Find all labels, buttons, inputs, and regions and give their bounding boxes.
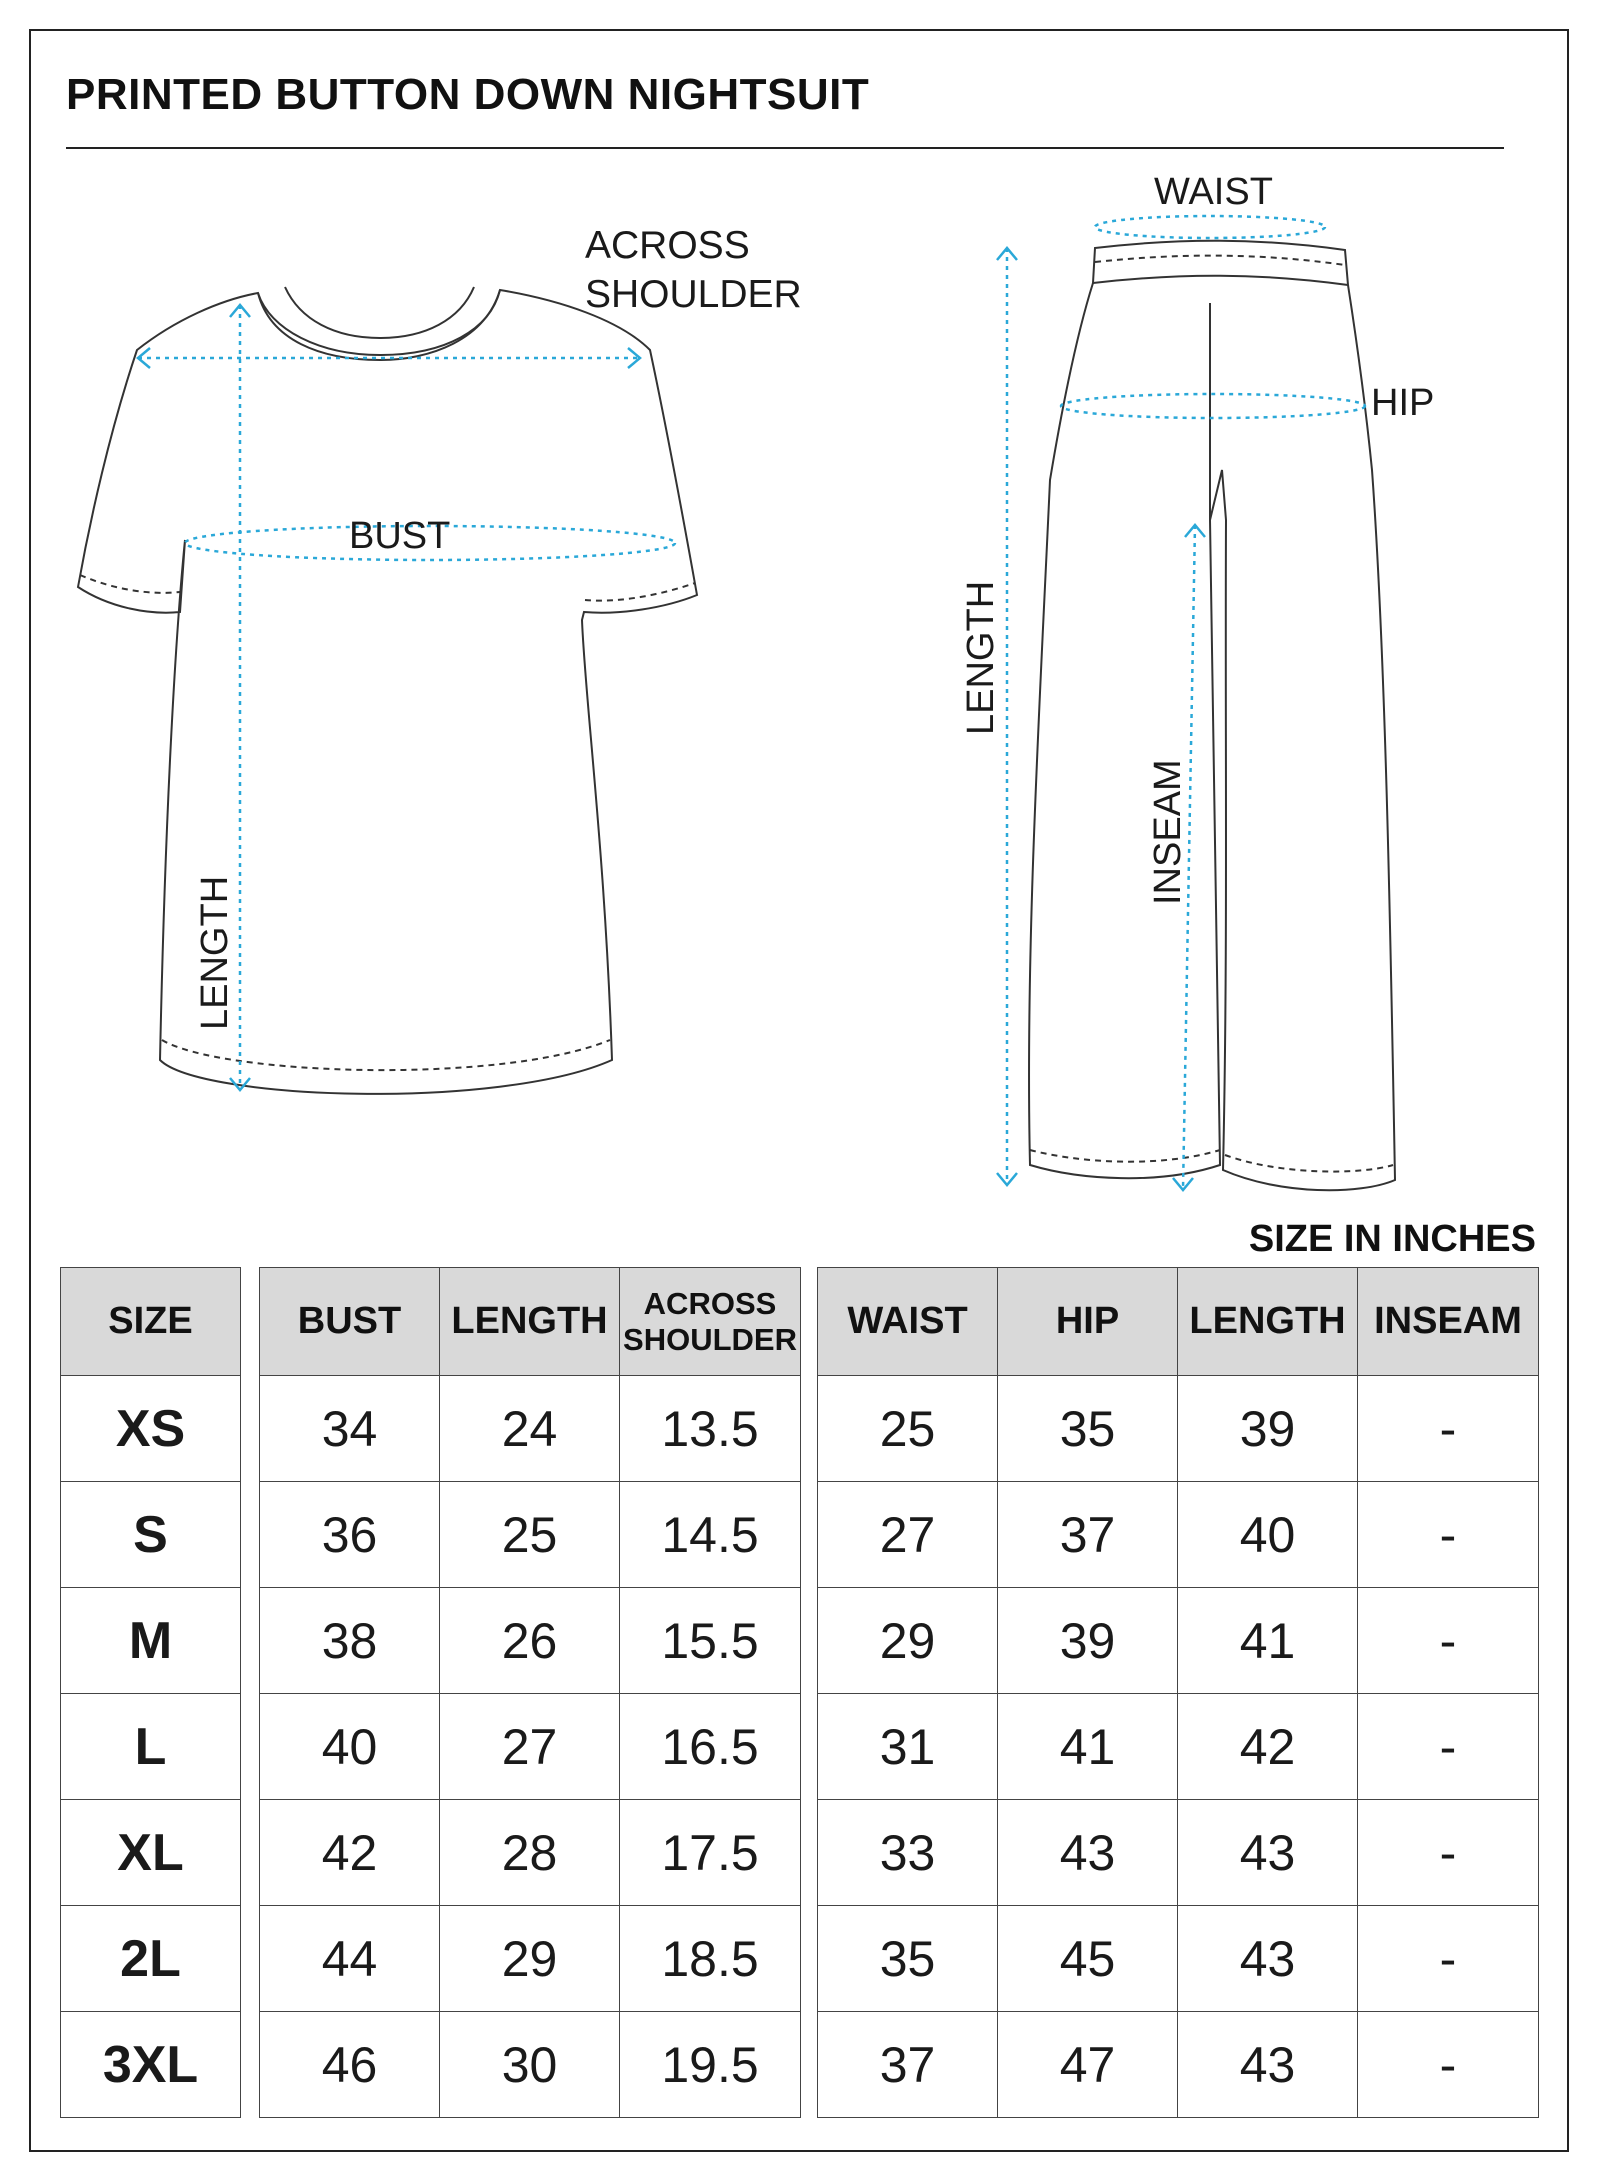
inseam-cell: - bbox=[1358, 2012, 1539, 2118]
size-table bbox=[60, 1267, 241, 2118]
table-row bbox=[818, 1376, 1539, 1482]
top-length-cell: 29 bbox=[440, 1906, 620, 2012]
table-row bbox=[818, 1482, 1539, 1588]
inseam-cell: - bbox=[1358, 1588, 1539, 1694]
page-title: PRINTED BUTTON DOWN NIGHTSUIT bbox=[66, 70, 870, 119]
waist-label: WAIST bbox=[1154, 171, 1273, 213]
inseam-cell: - bbox=[1358, 1482, 1539, 1588]
table-row bbox=[260, 1376, 801, 1482]
waist-cell: 25 bbox=[818, 1376, 998, 1482]
bust-cell: 36 bbox=[260, 1482, 440, 1588]
across-shoulder-cell: 14.5 bbox=[620, 1482, 801, 1588]
inseam-cell: - bbox=[1358, 1694, 1539, 1800]
top-length-header: LENGTH bbox=[440, 1268, 620, 1376]
top-measurements-table bbox=[259, 1267, 801, 2118]
across-shoulder-cell: 16.5 bbox=[620, 1694, 801, 1800]
table-row bbox=[61, 1376, 241, 1482]
waist-cell: 35 bbox=[818, 1906, 998, 2012]
inseam-cell: - bbox=[1358, 1800, 1539, 1906]
size-cell: L bbox=[61, 1694, 241, 1800]
size-cell: XL bbox=[61, 1800, 241, 1906]
size-cell: XS bbox=[61, 1376, 241, 1482]
hip-cell: 41 bbox=[998, 1694, 1178, 1800]
table-row bbox=[818, 1588, 1539, 1694]
trousers-measure-lines bbox=[1007, 216, 1365, 1190]
units-note: SIZE IN INCHES bbox=[1248, 1218, 1536, 1260]
size-header: SIZE bbox=[61, 1268, 241, 1376]
waist-cell: 31 bbox=[818, 1694, 998, 1800]
top-table-body bbox=[260, 1376, 801, 2118]
table-row bbox=[260, 1482, 801, 1588]
across-shoulder-label: ACROSS SHOULDER bbox=[585, 224, 802, 316]
bust-cell: 44 bbox=[260, 1906, 440, 2012]
bust-cell: 46 bbox=[260, 2012, 440, 2118]
table-row bbox=[818, 1694, 1539, 1800]
bottom-length-label: LENGTH bbox=[960, 580, 1002, 735]
trousers-drawing bbox=[1029, 241, 1395, 1191]
inseam-label: INSEAM bbox=[1147, 759, 1189, 905]
top-length-cell: 24 bbox=[440, 1376, 620, 1482]
table-row bbox=[818, 1906, 1539, 2012]
table-row bbox=[61, 2012, 241, 2118]
waist-header: WAIST bbox=[818, 1268, 998, 1376]
hip-header: HIP bbox=[998, 1268, 1178, 1376]
top-length-cell: 30 bbox=[440, 2012, 620, 2118]
top-length-label: LENGTH bbox=[194, 875, 236, 1030]
top-length-cell: 27 bbox=[440, 1694, 620, 1800]
waist-cell: 29 bbox=[818, 1588, 998, 1694]
bust-cell: 34 bbox=[260, 1376, 440, 1482]
table-row bbox=[61, 1694, 241, 1800]
bottom-length-cell: 43 bbox=[1178, 1800, 1358, 1906]
bottom-length-cell: 41 bbox=[1178, 1588, 1358, 1694]
size-table-body bbox=[61, 1376, 241, 2118]
size-cell: 3XL bbox=[61, 2012, 241, 2118]
size-cell: M bbox=[61, 1588, 241, 1694]
bust-label: BUST bbox=[349, 515, 451, 557]
size-cell: 2L bbox=[61, 1906, 241, 2012]
across-shoulder-cell: 17.5 bbox=[620, 1800, 801, 1906]
hip-cell: 47 bbox=[998, 2012, 1178, 2118]
table-row bbox=[818, 1800, 1539, 1906]
top-length-cell: 26 bbox=[440, 1588, 620, 1694]
bust-header: BUST bbox=[260, 1268, 440, 1376]
top-length-cell: 25 bbox=[440, 1482, 620, 1588]
table-row bbox=[61, 1906, 241, 2012]
bust-cell: 40 bbox=[260, 1694, 440, 1800]
table-row bbox=[260, 1588, 801, 1694]
across-shoulder-cell: 13.5 bbox=[620, 1376, 801, 1482]
table-row bbox=[61, 1482, 241, 1588]
inseam-cell: - bbox=[1358, 1906, 1539, 2012]
hip-cell: 35 bbox=[998, 1376, 1178, 1482]
table-row bbox=[818, 2012, 1539, 2118]
table-row bbox=[61, 1800, 241, 1906]
hip-cell: 45 bbox=[998, 1906, 1178, 2012]
bust-cell: 42 bbox=[260, 1800, 440, 1906]
tshirt-drawing bbox=[78, 287, 697, 1094]
table-row bbox=[260, 1906, 801, 2012]
bottom-length-cell: 43 bbox=[1178, 2012, 1358, 2118]
top-length-cell: 28 bbox=[440, 1800, 620, 1906]
bottom-table-body bbox=[818, 1376, 1539, 2118]
inseam-header: INSEAM bbox=[1358, 1268, 1539, 1376]
waist-cell: 37 bbox=[818, 2012, 998, 2118]
bottom-length-cell: 43 bbox=[1178, 1906, 1358, 2012]
hip-cell: 39 bbox=[998, 1588, 1178, 1694]
waist-cell: 27 bbox=[818, 1482, 998, 1588]
bottom-length-cell: 39 bbox=[1178, 1376, 1358, 1482]
bottom-length-header: LENGTH bbox=[1178, 1268, 1358, 1376]
size-cell: S bbox=[61, 1482, 241, 1588]
table-row bbox=[260, 1694, 801, 1800]
hip-label: HIP bbox=[1371, 382, 1435, 424]
inseam-cell: - bbox=[1358, 1376, 1539, 1482]
bottom-length-cell: 42 bbox=[1178, 1694, 1358, 1800]
table-row bbox=[61, 1588, 241, 1694]
bottom-length-cell: 40 bbox=[1178, 1482, 1358, 1588]
across-shoulder-cell: 18.5 bbox=[620, 1906, 801, 2012]
across-shoulder-cell: 19.5 bbox=[620, 2012, 801, 2118]
bottom-measurements-table bbox=[817, 1267, 1539, 2118]
table-row bbox=[260, 2012, 801, 2118]
bust-cell: 38 bbox=[260, 1588, 440, 1694]
hip-cell: 43 bbox=[998, 1800, 1178, 1906]
table-row bbox=[260, 1800, 801, 1906]
across-shoulder-header: ACROSS SHOULDER bbox=[620, 1268, 801, 1376]
hip-cell: 37 bbox=[998, 1482, 1178, 1588]
across-shoulder-cell: 15.5 bbox=[620, 1588, 801, 1694]
waist-cell: 33 bbox=[818, 1800, 998, 1906]
